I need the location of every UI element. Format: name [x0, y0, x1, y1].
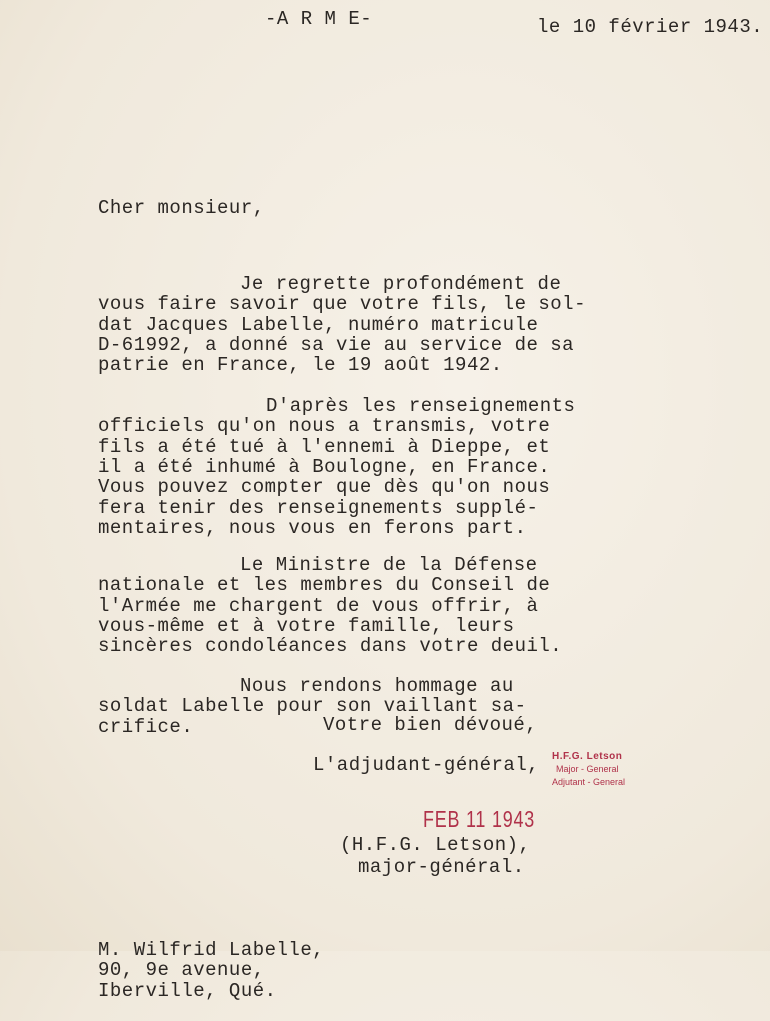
text-line: mentaires, nous vous en ferons part.: [98, 517, 527, 540]
text-line: sincères condoléances dans votre deuil.: [98, 635, 563, 658]
signatory-rank: major-général.: [358, 856, 525, 878]
text-line: soldat Labelle pour son vaillant sa-: [98, 695, 527, 718]
text-line: fera tenir des renseignements supplé-: [98, 496, 539, 519]
signature-stamp-role: Adjutant - General: [552, 777, 626, 787]
text-line: officiels qu'on nous a transmis, votre: [98, 415, 551, 438]
paragraph-4: [98, 635, 526, 757]
text-line: Le Ministre de la Défense: [240, 553, 538, 576]
signatory-name: (H.F.G. Letson),: [340, 834, 531, 856]
text-line: dat Jacques Labelle, numéro matricule: [98, 313, 539, 336]
text-line: il a été inhumé à Boulogne, en France.: [98, 456, 551, 479]
text-line: crifice.: [98, 715, 194, 738]
recipient-address: [98, 899, 324, 1021]
text-line: l'Armée me chargent de vous offrir, à: [98, 594, 539, 617]
text-line: D'après les renseignements: [266, 394, 576, 417]
address-line: Iberville, Qué.: [98, 979, 277, 1002]
received-date-stamp: FEB 11 1943: [423, 806, 535, 832]
text-line: vous faire savoir que votre fils, le sol-: [98, 293, 586, 316]
text-line: patrie en France, le 19 août 1942.: [98, 354, 503, 377]
text-line: Vous pouvez compter que dès qu'on nous: [98, 476, 551, 499]
text-line: D-61992, a donné sa vie au service de sa: [98, 334, 575, 357]
text-line: Je regrette profondément de: [240, 272, 562, 295]
salutation: Cher monsieur,: [98, 197, 265, 219]
signature-stamp-rank: Major - General: [556, 764, 619, 774]
signature-stamp-name: H.F.G. Letson: [552, 751, 623, 762]
text-line: nationale et les membres du Conseil de: [98, 574, 551, 597]
address-line: M. Wilfrid Labelle,: [98, 938, 325, 961]
address-line: 90, 9e avenue,: [98, 959, 265, 982]
text-line: vous-même et à votre famille, leurs: [98, 615, 515, 638]
text-line: Nous rendons hommage au: [240, 674, 514, 697]
department-header: -A R M E-: [265, 8, 373, 30]
letter-date: le 10 février 1943.: [537, 16, 764, 38]
closing: Votre bien dévoué,: [323, 714, 538, 736]
text-line: fils a été tué à l'ennemi à Dieppe, et: [98, 435, 551, 458]
title-line: L'adjudant-général,: [313, 754, 540, 776]
